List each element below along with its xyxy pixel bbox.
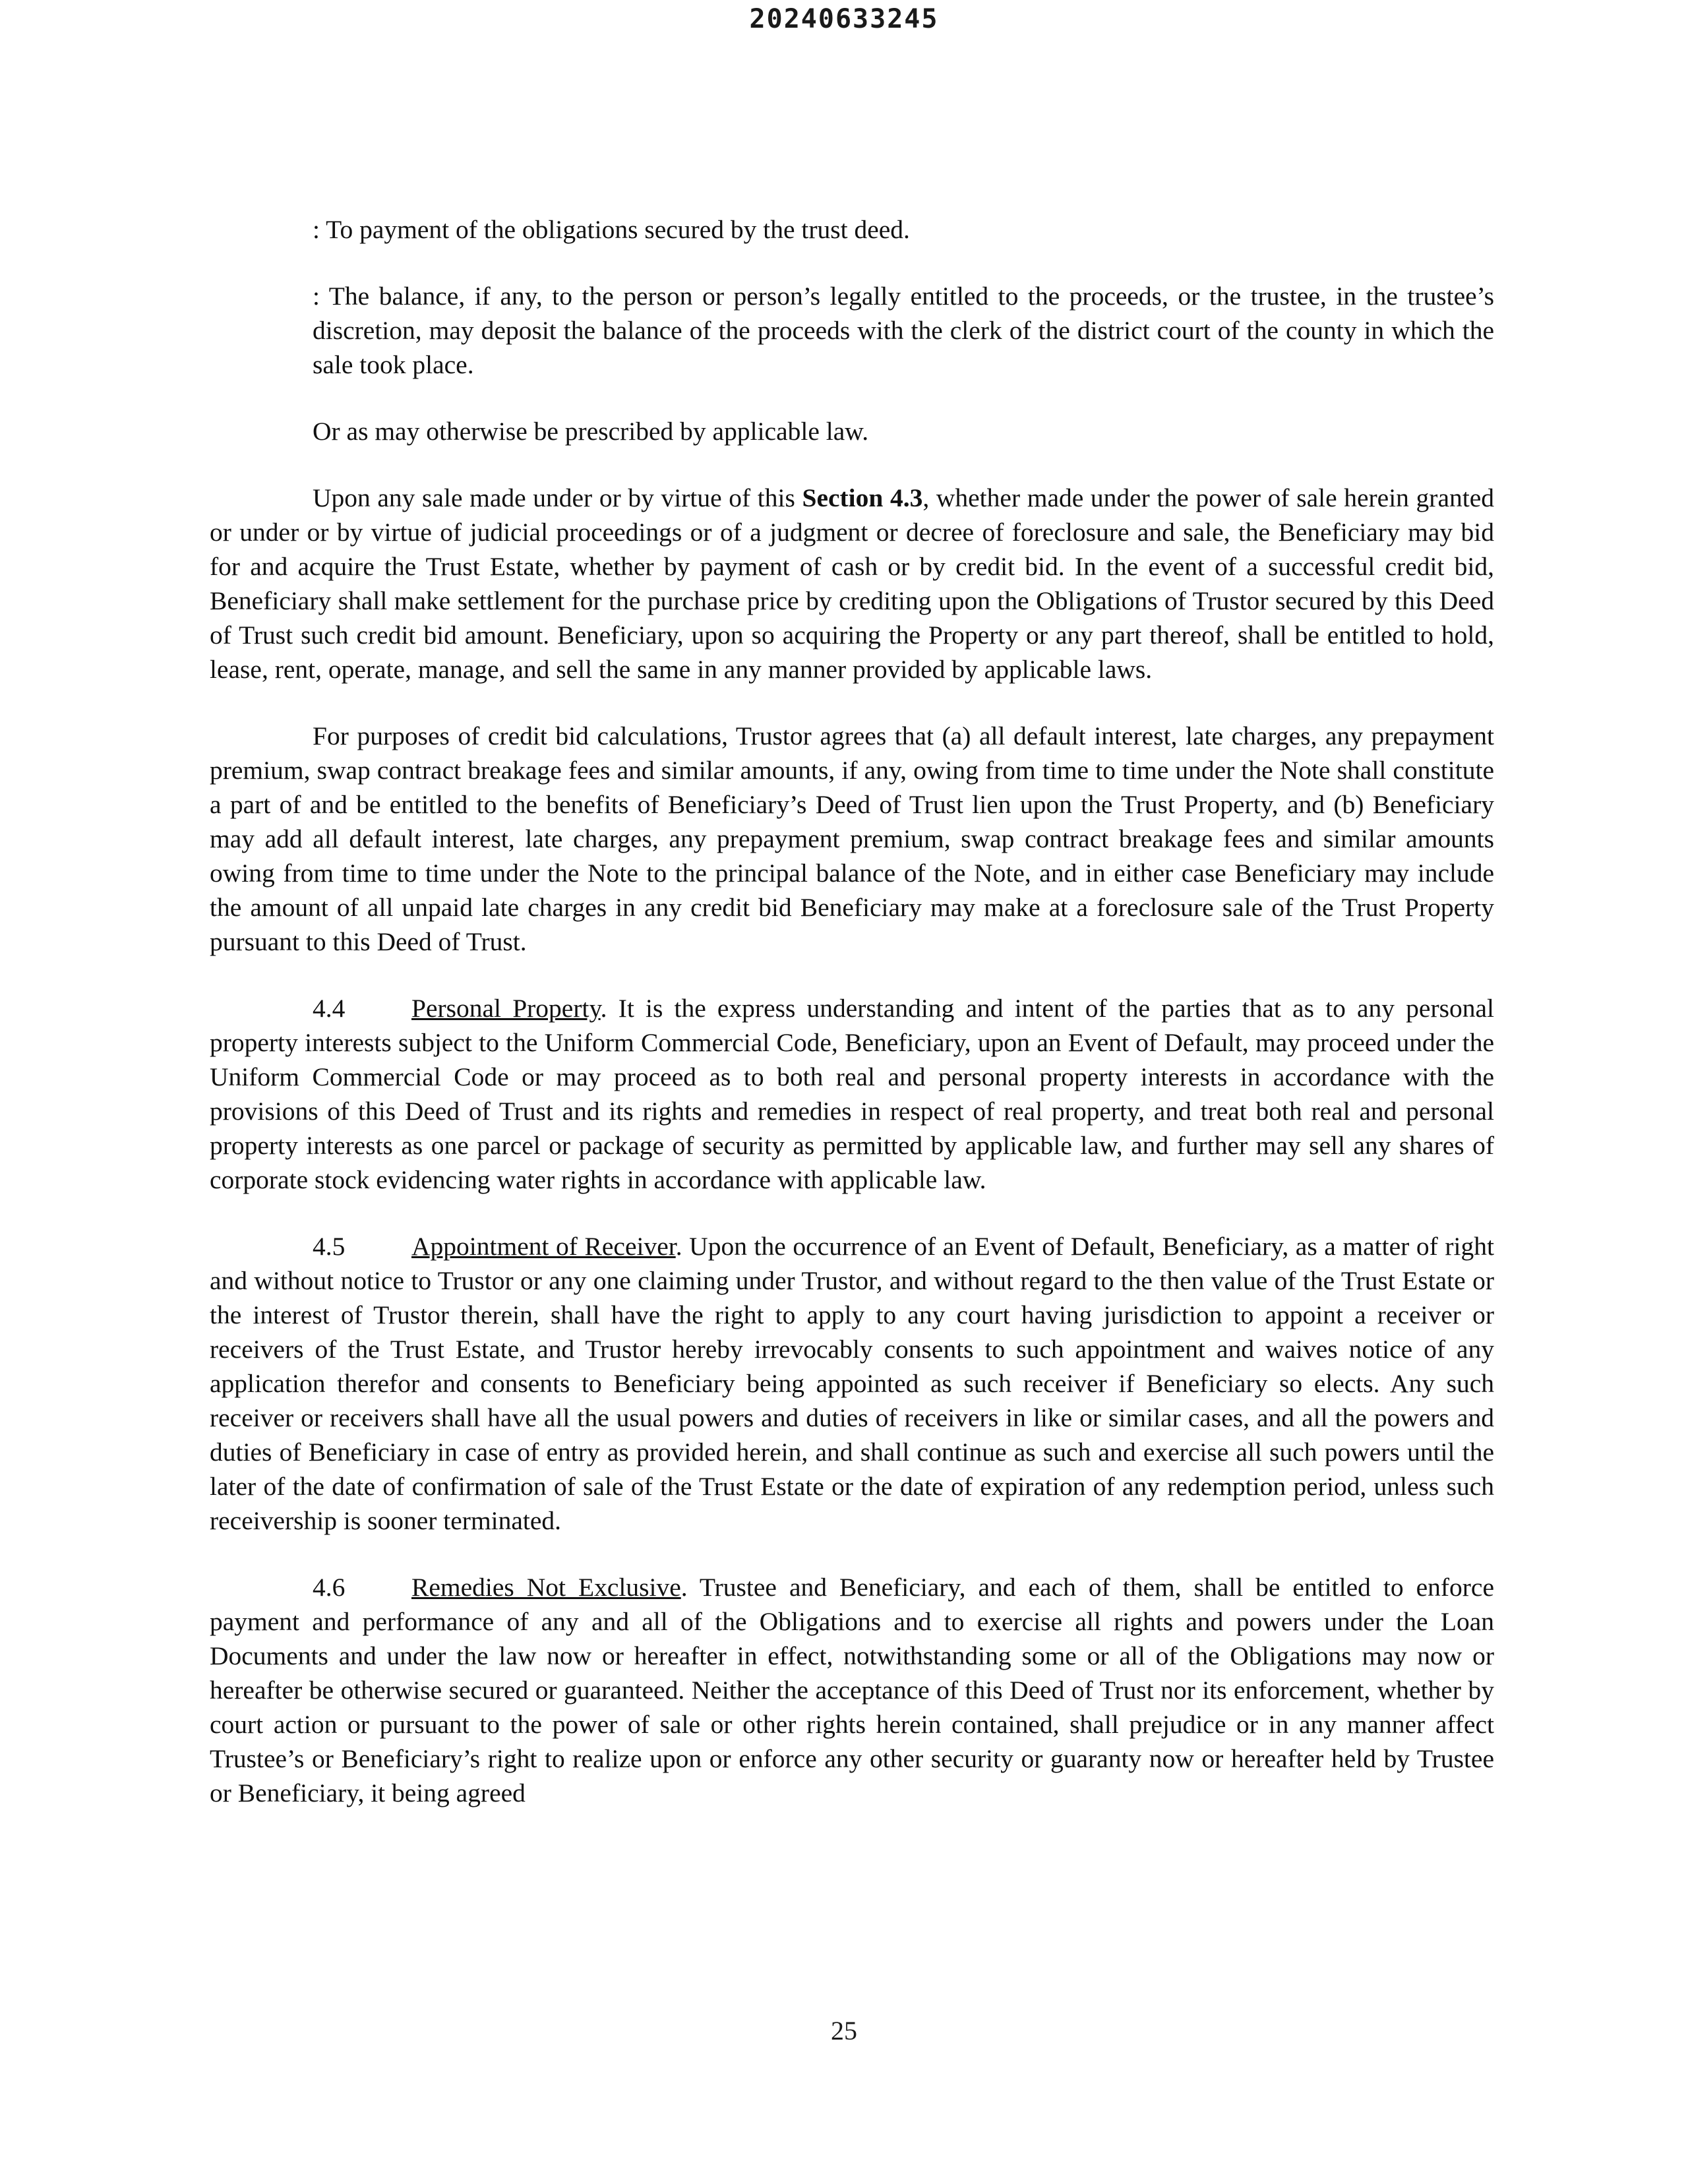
document-body <box>210 212 1494 1842</box>
section-4-6 <box>210 1570 1494 1810</box>
recording-number: 20240633245 <box>749 4 939 34</box>
paragraph-payment-obligations: : To payment of the obligations secured by the trust deed. <box>313 215 910 244</box>
paragraph-sale-credit-bid <box>210 481 1494 686</box>
section-title: Personal Property <box>411 994 601 1023</box>
section-number: 4.4 <box>313 994 346 1023</box>
page-number: 25 <box>831 2016 857 2046</box>
section-title: Remedies Not Exclusive <box>411 1573 681 1602</box>
paragraph-balance: : The balance, if any, to the person or person’s legally entitled to the proceeds, or the trustee, in the trustee’s discretion, may deposit the balance of the proceeds with the clerk of the district court of the county in which the sale took place. <box>313 282 1494 379</box>
section-4-4 <box>210 991 1494 1197</box>
paragraph-credit-bid-calculations: For purposes of credit bid calculations, Trustor agrees that (a) all default interest, late charges, any prepayment premium, swap contract breakage fees and similar amounts, if any, owing from time to time under the Note shall constitute a part of and be entitled to the benefits of Beneficiary’s Deed of Trust lien upon the Trust Property, and (b) Beneficiary may add all default interest, late charges, any prepayment premium, swap contract breakage fees and similar amounts owing from time to time under the Note to the principal balance of the Note, and in either case Beneficiary may include the amount of all unpaid late charges in any credit bid Beneficiary may make at a foreclosure sale of the Trust Property pursuant to this Deed of Trust. <box>210 721 1494 956</box>
section-text: . Upon the occurrence of an Event of Default, Beneficiary, as a matter of right and without notice to Trustor or any one claiming under Trustor, and without regard to the then value of the Trust Estate or the interest of Trustor therein, shall have the right to apply to any court having jurisdiction to appoint a receiver or receivers of the Trust Estate, and Trustor hereby irrevocably consents to such appointment and waives notice of any application therefor and consents to Beneficiary being appointed as such receiver if Beneficiary so elects. Any such receiver or receivers shall have all the usual powers and duties of receivers in like or similar cases, and all the powers and duties of Beneficiary in case of entry as provided herein, and shall continue as such and exercise all such powers until the later of the date of confirmation of sale of the Trust Estate or the date of expiration of any redemption period, unless such receivership is sooner terminated. <box>210 1232 1494 1535</box>
paragraph-otherwise-prescribed: Or as may otherwise be prescribed by applicable law. <box>313 417 869 446</box>
section-text: . It is the express understanding and intent of the parties that as to any personal property interests subject to the Uniform Commercial Code, Beneficiary, upon an Event of Default, may proceed under the Uniform Commercial Code or may proceed as to both real and personal property interests in accordance with the provisions of this Deed of Trust and its rights and remedies in respect of real property, and treat both real and personal property interests as one parcel or package of security as permitted by applicable law, and further may sell any shares of corporate stock evidencing water rights in accordance with applicable law. <box>210 994 1494 1194</box>
section-title: Appointment of Receiver <box>411 1232 676 1261</box>
section-4-5 <box>210 1229 1494 1538</box>
section-number: 4.6 <box>313 1573 346 1602</box>
section-reference: Section 4.3 <box>802 483 923 512</box>
section-number: 4.5 <box>313 1232 346 1261</box>
section-text: . Trustee and Beneficiary, and each of them, shall be entitled to enforce payment and performance of any and all of the Obligations and to exercise all rights and powers under the Loan Documents and under the law now or hereafter in effect, notwithstanding some or all of the Obligations may now or hereafter be otherwise secured or guaranteed. Neither the acceptance of this Deed of Trust nor its enforcement, whether by court action or pursuant to the power of sale or other rights herein contained, shall prejudice or in any manner affect Trustee’s or Beneficiary’s right to realize upon or enforce any other security or guaranty now or hereafter held by Trustee or Beneficiary, it being agreed <box>210 1573 1494 1807</box>
paragraph-sale-text-start: Upon any sale made under or by virtue of this <box>313 483 802 512</box>
paragraph-sale-text-end: , whether made under the power of sale herein granted or under or by virtue of judicial proceedings or of a judgment or decree of foreclosure and sale, the Beneficiary may bid for and acquire the Trust Estate, whether by payment of cash or by credit bid. In the event of a successful credit bid, Beneficiary shall make settlement for the purchase price by crediting upon the Obligations of Trustor secured by this Deed of Trust such credit bid amount. Beneficiary, upon so acquiring the Property or any part thereof, shall be entitled to hold, lease, rent, operate, manage, and sell the same in any manner provided by applicable laws. <box>210 483 1494 684</box>
